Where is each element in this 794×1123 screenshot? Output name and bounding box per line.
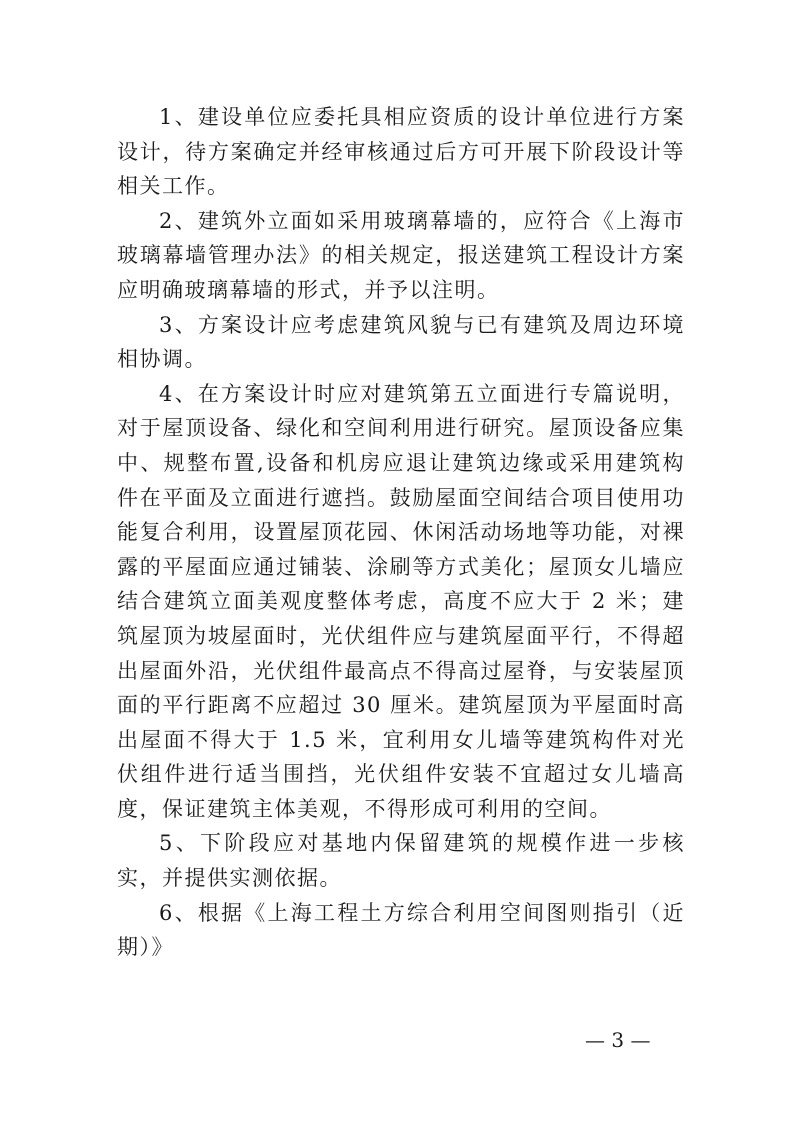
paragraph-6: 6、根据《上海工程土方综合利用空间图则指引（近期）》	[117, 900, 685, 960]
paragraph-2: 2、建筑外立面如采用玻璃幕墙的，应符合《上海市玻璃幕墙管理办法》的相关规定，报送建筑工程设计方案应明确玻璃幕墙的形式，并予以注明。	[117, 208, 685, 302]
page-number: — 3 —	[585, 1028, 651, 1052]
paragraph-5: 5、下阶段应对基地内保留建筑的规模作进一步核实，并提供实测依据。	[117, 831, 685, 891]
paragraph-4: 4、在方案设计时应对建筑第五立面进行专篇说明，对于屋顶设备、绿化和空间利用进行研究。屋顶设备应集中、规整布置,设备和机房应退让建筑边缘或采用建筑构件在平面及立面进行遮挡。鼓励屋面空间结合项目使用功能复合利用，设置屋顶花园、休闲活动场地等功能，对裸露的平屋面应通过铺装、涂刷等方式美化；屋顶女儿墙应结合建筑立面美观度整体考虑，高度不应大于 2 米；建筑屋顶为坡屋面时，光伏组件应与建筑屋面平行，不得超出屋面外沿，光伏组件最高点不得高过屋脊，与安装屋顶面的平行距离不应超过 30 厘米。建筑屋顶为平屋面时高出屋面不得大于 1.5 米，宜利用女儿墙等建筑构件对光伏组件进行适当围挡，光伏组件安装不宜超过女儿墙高度，保证建筑主体美观，不得形成可利用的空间。	[117, 381, 685, 821]
document-body	[117, 100, 685, 965]
paragraph-3: 3、方案设计应考虑建筑风貌与已有建筑及周边环境相协调。	[117, 312, 685, 372]
paragraph-1: 1、建设单位应委托具相应资质的设计单位进行方案设计，待方案确定并经审核通过后方可开展下阶段设计等相关工作。	[117, 105, 685, 199]
